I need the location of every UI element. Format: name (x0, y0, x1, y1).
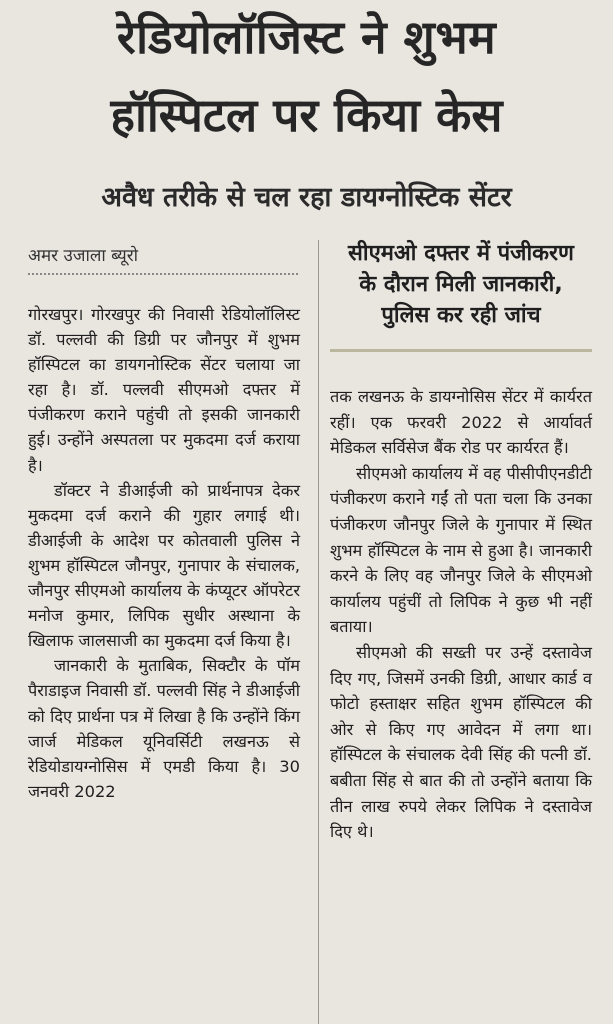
sidebar-callout (330, 238, 592, 331)
sidebar-line-1: सीएमओ दफ्तर में पंजीकरण (348, 241, 574, 266)
left-column (28, 302, 300, 804)
byline-dotted-rule (28, 273, 298, 275)
headline-line-1: रेडियोलॉजिस्ट ने शुभम (116, 10, 497, 64)
sidebar-line-2: के दौरान मिली जानकारी, (359, 272, 563, 297)
right-paragraph-2: सीएमओ कार्यालय में वह पीसीपीएनडीटी पंजीकरण कराने गईं तो पता चला कि उनका पंजीकरण जौनपुर जिले के गुनापार में स्थित शुभम हॉस्पिटल के नाम से हुआ है। जानकारी करने के लिए वह जौनपुर जिले के सीएमओ कार्यालय पहुंचीं तो लिपिक ने कुछ भी नहीं बताया। (330, 463, 592, 637)
left-paragraph-1: गोरखपुर। गोरखपुर की निवासी रेडियोलॉलिस्ट डॉ. पल्लवी की डिग्री पर जौनपुर में शुभम हॉस्पिटल का डायगनोस्टिक सेंटर चलाया जा रहा है। डॉ. पल्लवी सीएमओ दफ्तर में पंजीकरण कराने पहुंची तो इसकी जानकारी हुई। उन्होंने अस्पतला पर मुकदमा दर्ज कराया है। (28, 305, 300, 475)
headline-line-2: हॉस्पिटल पर किया केस (110, 88, 503, 142)
subheadline: अवैध तरीके से चल रहा डायग्नोस्टिक सेंटर (101, 182, 512, 213)
column-divider (318, 240, 319, 1024)
right-column (330, 384, 592, 845)
byline: अमर उजाला ब्यूरो (28, 246, 139, 266)
sidebar-underline (330, 349, 592, 352)
sidebar-line-3: पुलिस कर रही जांच (381, 303, 541, 328)
left-paragraph-3: जानकारी के मुताबिक, सिक्टौर के पॉम पैराडाइज निवासी डॉ. पल्लवी सिंह ने डीआईजी को दिए प्रार्थना पत्र में लिखा है कि उन्होंने किंग जार्ज मेडिकल यूनिवर्सिटी लखनऊ से रेडियोडायग्नोसिस में एमडी किया है। 30 जनवरी 2022 (28, 656, 300, 801)
right-paragraph-1: तक लखनऊ के डायग्नोसिस सेंटर में कार्यरत रहीं। एक फरवरी 2022 से आर्यावर्त मेडिकल सर्विसेज बैंक रोड पर कार्यरत हैं। (330, 387, 592, 458)
left-paragraph-2: डॉक्टर ने डीआईजी को प्रार्थनापत्र देकर मुकदमा दर्ज कराने की गुहार लगाई थी। डीआईजी के आदेश पर कोतवाली पुलिस ने शुभम हॉस्पिटल जौनपुर, गुनापार के संचालक, जौनपुर सीएमओ कार्यालय के कंप्यूटर ऑपरेटर मनोज कुमार, लिपिक सुधीर अस्थाना के खिलाफ जालसाजी का मुकदमा दर्ज किया है। (28, 480, 300, 651)
right-paragraph-3: सीएमओ की सख्ती पर उन्हें दस्तावेज दिए गए, जिसमें उनकी डिग्री, आधार कार्ड व फोटो हस्ताक्षर सहित शुभम हॉस्पिटल की ओर से किए गए आवेदन में लगा था। हॉस्पिटल के संचालक देवी सिंह की पत्नी डॉ. बबीता सिंह से बात की तो उन्होंने बताया कि तीन लाख रुपये लेकर लिपिक ने दस्तावेज दिए थे। (330, 642, 592, 842)
